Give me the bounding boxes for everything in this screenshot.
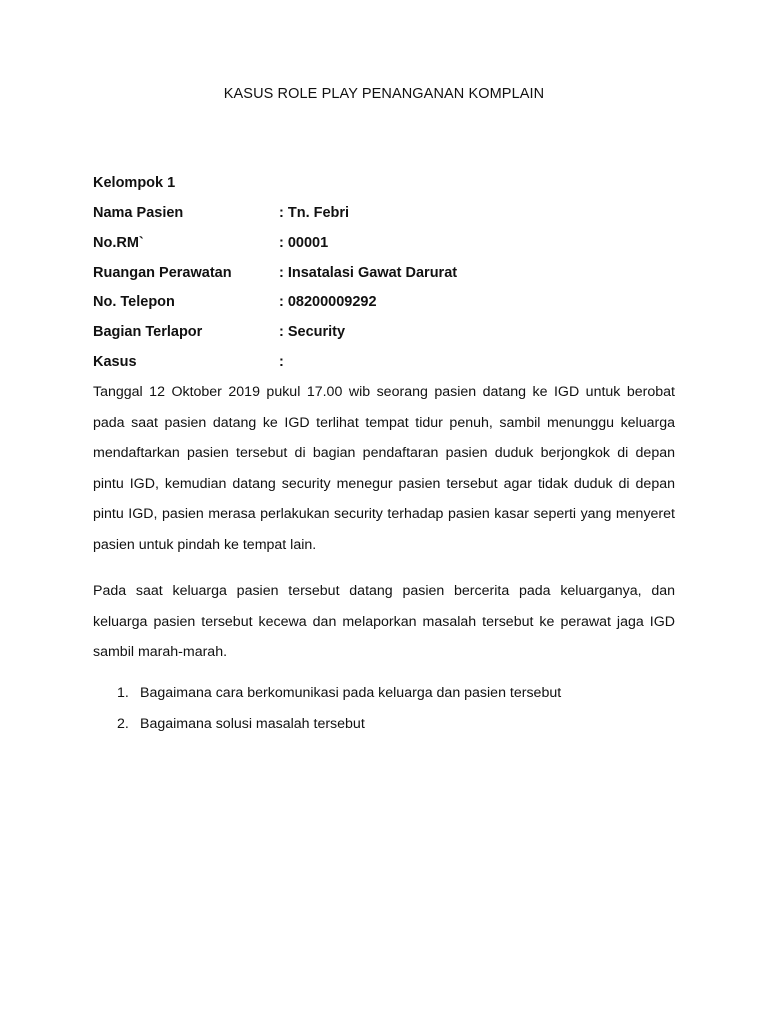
list-number: 1. bbox=[117, 685, 129, 701]
list-text: Bagaimana solusi masalah tersebut bbox=[140, 716, 365, 732]
field-label: Bagian Terlapor bbox=[93, 324, 203, 340]
paragraph-line: pintu IGD, pasien merasa perlakukan security terhadap pasien kasar seperti yang menyeret bbox=[93, 506, 675, 523]
field-label: Kasus bbox=[93, 354, 137, 370]
field-value: : Insatalasi Gawat Darurat bbox=[279, 265, 458, 281]
field-label: Ruangan Perawatan bbox=[93, 265, 232, 281]
field-nama-pasien bbox=[93, 205, 693, 225]
paragraph-line: Tanggal 12 Oktober 2019 pukul 17.00 wib seorang pasien datang ke IGD untuk berobat bbox=[93, 384, 675, 400]
case-paragraph-2 bbox=[93, 576, 675, 668]
case-paragraph-1 bbox=[93, 377, 675, 561]
paragraph-line: pintu IGD, kemudian datang security menegur pasien tersebut agar tidak duduk di depan bbox=[93, 475, 675, 492]
field-value: : Tn. Febri bbox=[279, 205, 350, 221]
paragraph-line: pasien untuk pindah ke tempat lain. bbox=[93, 536, 317, 553]
paragraph-line: keluarga pasien tersebut kecewa dan melaporkan masalah tersebut ke perawat jaga IGD bbox=[93, 613, 675, 630]
field-ruangan-perawatan bbox=[93, 265, 693, 285]
list-text: Bagaimana cara berkomunikasi pada keluarga dan pasien tersebut bbox=[140, 685, 562, 701]
field-label: No. Telepon bbox=[93, 294, 175, 310]
field-no-rm bbox=[93, 235, 693, 255]
group-label: Kelompok 1 bbox=[93, 175, 176, 191]
field-value: : Security bbox=[279, 324, 346, 340]
paragraph-line: sambil marah-marah. bbox=[93, 644, 228, 661]
paragraph-line: Pada saat keluarga pasien tersebut datang pasien bercerita pada keluarganya, dan bbox=[93, 583, 675, 599]
field-bagian-terlapor bbox=[93, 324, 693, 344]
document-title: KASUS ROLE PLAY PENANGANAN KOMPLAIN bbox=[223, 86, 545, 102]
field-kasus bbox=[93, 354, 693, 374]
list-number: 2. bbox=[117, 716, 129, 732]
field-no-telepon bbox=[93, 294, 693, 314]
field-value: : 00001 bbox=[279, 235, 329, 251]
paragraph-line: mendaftarkan pasien tersebut di bagian pendaftaran pasien duduk berjongkok di depan bbox=[93, 445, 675, 462]
field-label: Nama Pasien bbox=[93, 205, 184, 221]
field-value: : bbox=[279, 354, 284, 370]
field-value: : 08200009292 bbox=[279, 294, 377, 310]
field-label: No.RM` bbox=[93, 235, 144, 251]
paragraph-line: pada saat pasien datang ke IGD terlihat tempat tidur penuh, sambil menunggu keluarga bbox=[93, 414, 675, 431]
